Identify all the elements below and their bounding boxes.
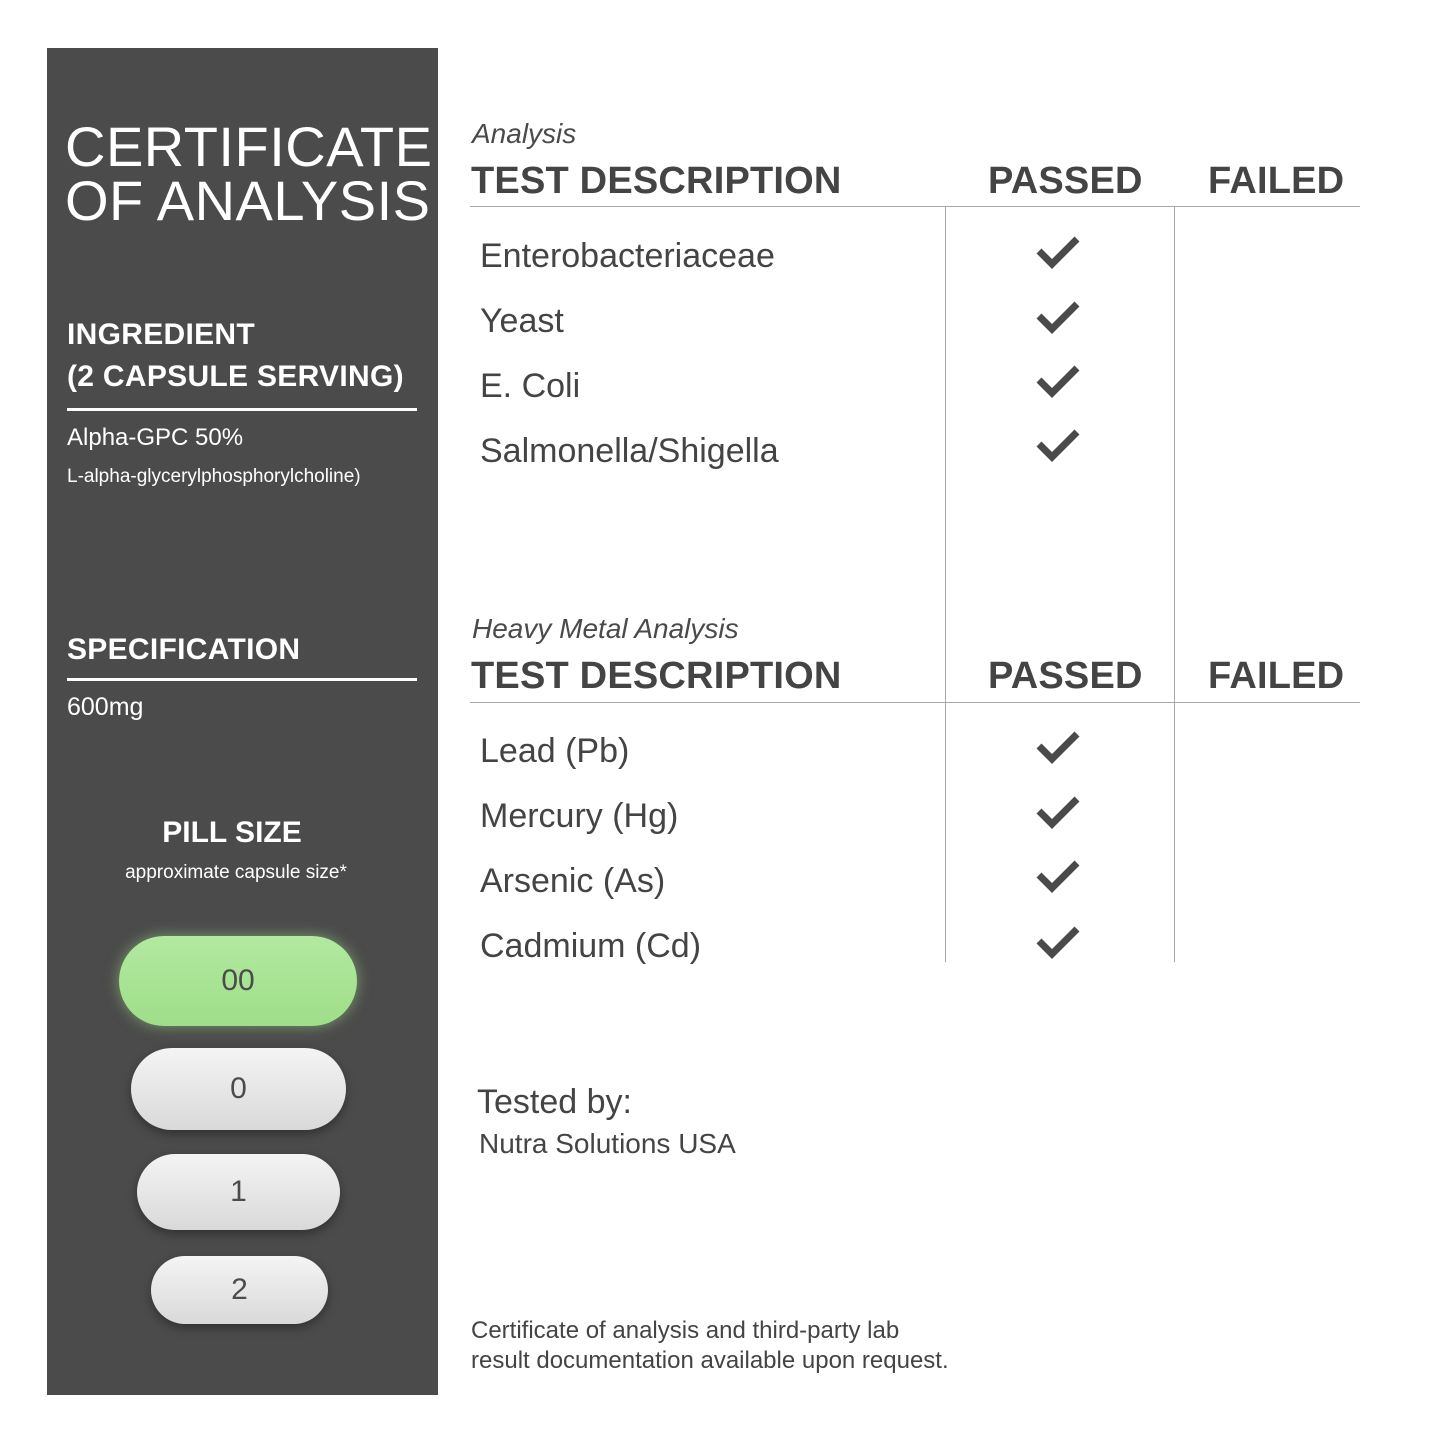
heavy-metal-row-test: Mercury (Hg) bbox=[480, 797, 679, 835]
checkmark-icon bbox=[1034, 297, 1082, 337]
analysis-row-test: E. Coli bbox=[480, 367, 581, 405]
pill-size-2: 2 bbox=[151, 1256, 328, 1324]
heavy-metal-row-test: Cadmium (Cd) bbox=[480, 927, 702, 965]
heavy-metal-label: Heavy Metal Analysis bbox=[472, 613, 739, 644]
analysis-row-test: Yeast bbox=[480, 302, 564, 340]
ingredient-divider bbox=[67, 408, 417, 411]
pill-size-note: approximate capsule size* bbox=[125, 862, 347, 883]
heavy-metal-row-test: Lead (Pb) bbox=[480, 732, 630, 770]
pill-size-0: 0 bbox=[131, 1048, 346, 1130]
checkmark-icon bbox=[1034, 232, 1082, 272]
specification-divider bbox=[67, 678, 417, 681]
specification-heading: SPECIFICATION bbox=[67, 633, 301, 666]
checkmark-icon bbox=[1034, 425, 1082, 465]
pill-size-00: 00 bbox=[119, 936, 357, 1026]
heavy-metal-col-failed: FAILED bbox=[1208, 655, 1345, 697]
sidebar-panel bbox=[47, 48, 438, 1395]
ingredient-name: Alpha-GPC 50% bbox=[67, 424, 244, 451]
checkmark-icon bbox=[1034, 922, 1082, 962]
failed-column-divider bbox=[1174, 207, 1175, 962]
analysis-label: Analysis bbox=[472, 118, 577, 149]
certificate-title: CERTIFICATE OF ANALYSIS bbox=[65, 115, 433, 232]
ingredient-detail: L-alpha-glycerylphosphorylcholine) bbox=[67, 466, 361, 487]
passed-column-divider bbox=[945, 207, 946, 962]
checkmark-icon bbox=[1034, 361, 1082, 401]
checkmark-icon bbox=[1034, 792, 1082, 832]
specification-value: 600mg bbox=[67, 693, 144, 721]
heavy-metal-col-description: TEST DESCRIPTION bbox=[471, 655, 842, 697]
analysis-header-rule bbox=[470, 206, 1360, 207]
analysis-col-description: TEST DESCRIPTION bbox=[471, 160, 842, 202]
pill-size-heading: PILL SIZE bbox=[162, 816, 302, 849]
analysis-col-failed: FAILED bbox=[1208, 160, 1345, 202]
pill-size-1: 1 bbox=[137, 1154, 340, 1230]
footnote: Certificate of analysis and third-party lab result documentation available upon request. bbox=[471, 1317, 949, 1374]
tested-by-label: Tested by: bbox=[477, 1083, 632, 1121]
analysis-col-passed: PASSED bbox=[988, 160, 1143, 202]
tested-by-value: Nutra Solutions USA bbox=[479, 1128, 736, 1159]
heavy-metal-row-test: Arsenic (As) bbox=[480, 862, 666, 900]
checkmark-icon bbox=[1034, 727, 1082, 767]
checkmark-icon bbox=[1034, 856, 1082, 896]
analysis-row-test: Salmonella/Shigella bbox=[480, 432, 779, 470]
heavy-metal-header-rule bbox=[470, 702, 1360, 703]
heavy-metal-col-passed: PASSED bbox=[988, 655, 1143, 697]
analysis-row-test: Enterobacteriaceae bbox=[480, 237, 775, 275]
ingredient-heading: INGREDIENT (2 CAPSULE SERVING) bbox=[67, 318, 404, 393]
